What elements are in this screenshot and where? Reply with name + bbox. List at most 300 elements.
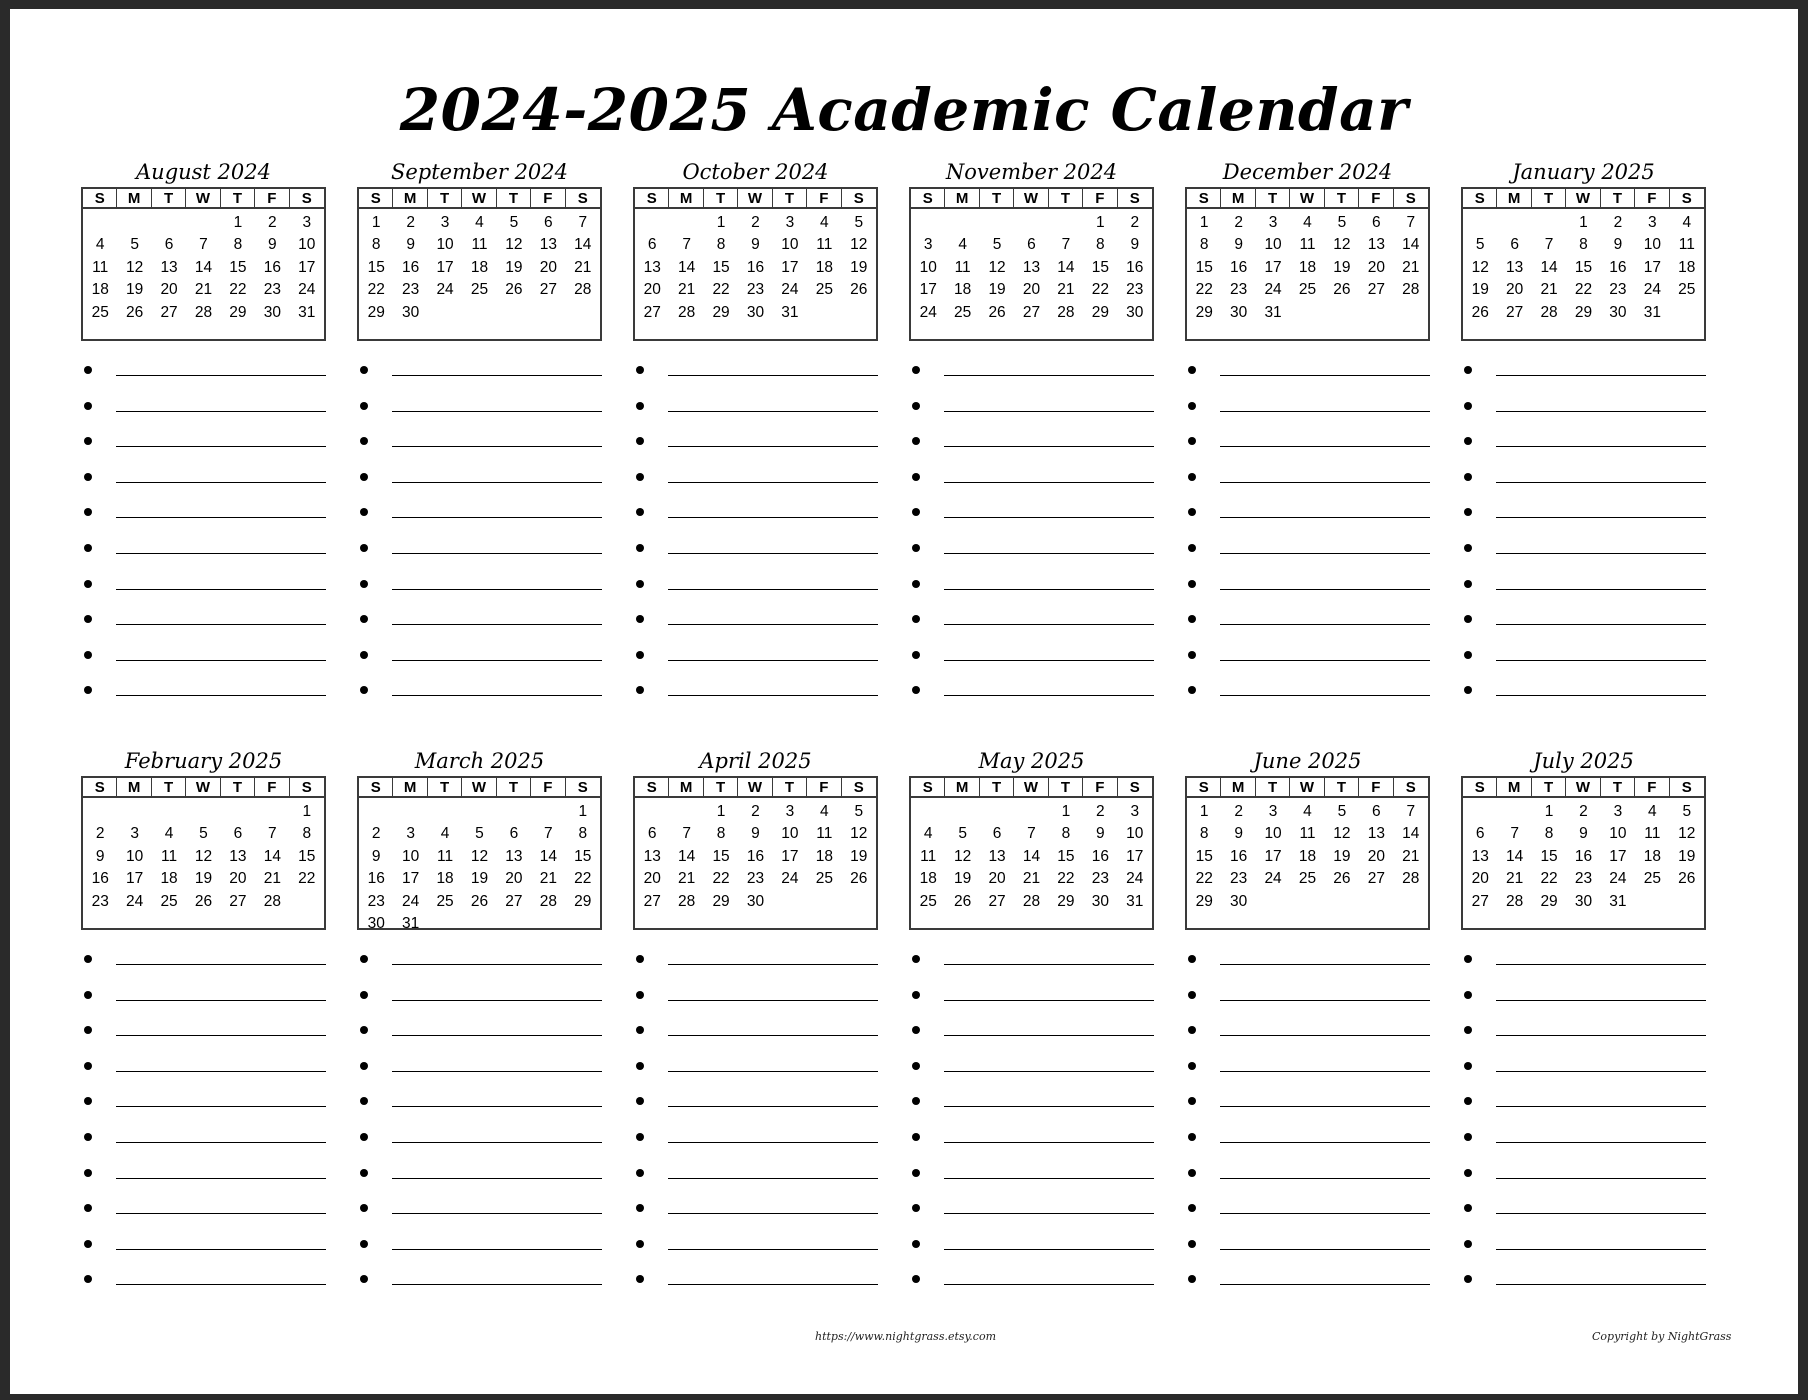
day-cell: 18 — [1678, 258, 1696, 276]
day-cell: 20 — [988, 870, 1006, 887]
day-cell: 25 — [436, 892, 454, 910]
weekday-header: W — [738, 189, 772, 209]
day-cell: 4 — [95, 236, 105, 253]
day-cell: 27 — [539, 281, 557, 298]
day-cell: 24 — [298, 281, 316, 298]
note-row — [81, 676, 326, 712]
note-row — [1185, 498, 1430, 534]
note-line — [116, 553, 326, 554]
day-cell: 12 — [988, 258, 1006, 276]
day-cell: 3 — [1613, 802, 1623, 820]
day-cell: 19 — [850, 847, 868, 865]
weekday-header: S — [566, 778, 600, 798]
weekday-header: F — [1635, 189, 1669, 209]
day-cell: 3 — [1268, 802, 1278, 820]
day-cell: 31 — [781, 303, 799, 321]
day-cell: 26 — [1471, 303, 1489, 321]
note-line — [1220, 660, 1430, 661]
day-cell: 11 — [471, 236, 488, 253]
day-cell: 1 — [1199, 213, 1209, 231]
note-line — [392, 1106, 602, 1107]
note-row — [1461, 427, 1706, 463]
note-line — [668, 482, 878, 483]
note-row — [1461, 945, 1706, 981]
bullet-icon — [1464, 1204, 1472, 1212]
day-cell: 22 — [1540, 870, 1558, 887]
month-day-grid — [359, 778, 600, 936]
note-row — [1461, 605, 1706, 641]
bullet-icon — [360, 1133, 368, 1141]
day-cell: 12 — [194, 847, 213, 865]
weekday-header: F — [531, 189, 565, 209]
note-row — [1461, 356, 1706, 392]
day-cell: 6 — [233, 825, 243, 842]
month-name: June 2025 — [1253, 749, 1362, 773]
bullet-icon — [636, 437, 644, 445]
day-cell: 31 — [402, 915, 420, 932]
bullet-icon — [360, 1204, 368, 1212]
day-cell: 2 — [268, 213, 277, 231]
bullet-icon — [912, 955, 920, 963]
day-cell: 9 — [1613, 236, 1623, 253]
note-line — [1496, 1284, 1706, 1285]
day-cell: 19 — [1333, 847, 1351, 865]
note-row — [1185, 392, 1430, 428]
day-cell: 28 — [539, 892, 557, 910]
note-line — [668, 660, 878, 661]
day-cell: 24 — [1264, 281, 1282, 298]
day-cell: 2 — [751, 802, 760, 820]
month-day-grid — [1187, 778, 1428, 913]
day-cell: 5 — [1475, 236, 1485, 253]
note-row — [1185, 1123, 1430, 1159]
day-empty — [1497, 801, 1531, 824]
day-cell: 12 — [850, 825, 868, 842]
day-cell: 18 — [815, 847, 833, 865]
day-cell: 24 — [126, 892, 144, 910]
note-line — [392, 517, 602, 518]
note-row — [81, 945, 326, 981]
day-cell: 27 — [1367, 870, 1385, 887]
bullet-icon — [1464, 955, 1472, 963]
day-cell: 7 — [1510, 825, 1519, 842]
day-cell: 28 — [574, 281, 592, 298]
month-day-grid — [83, 189, 324, 324]
day-cell: 27 — [643, 892, 661, 910]
bullet-icon — [1188, 508, 1196, 516]
note-line — [1220, 1284, 1430, 1285]
bullet-icon — [1188, 651, 1196, 659]
day-cell: 14 — [574, 236, 592, 253]
note-line — [116, 446, 326, 447]
day-cell: 21 — [574, 258, 592, 276]
day-cell: 12 — [470, 847, 489, 865]
weekday-header: M — [669, 778, 703, 798]
day-cell: 12 — [1333, 825, 1351, 842]
day-cell: 15 — [1574, 258, 1593, 276]
weekday-header: T — [1325, 778, 1359, 798]
day-cell: 20 — [229, 870, 247, 887]
note-row — [357, 981, 602, 1017]
day-cell: 2 — [1096, 802, 1105, 820]
note-row — [1461, 1194, 1706, 1230]
day-cell: 19 — [1333, 258, 1351, 276]
weekday-header: M — [1497, 778, 1531, 798]
day-cell: 24 — [1609, 870, 1627, 887]
bullet-icon — [636, 580, 644, 588]
weekday-header: S — [1394, 189, 1428, 209]
bullet-icon — [1188, 1062, 1196, 1070]
day-cell: 29 — [1091, 303, 1109, 321]
weekday-header: M — [945, 189, 979, 209]
day-cell: 9 — [371, 847, 381, 865]
day-cell: 1 — [716, 213, 726, 231]
day-cell: 28 — [1022, 892, 1041, 910]
note-line — [1220, 411, 1430, 412]
bullet-icon — [1188, 1204, 1196, 1212]
month-9 — [909, 744, 1154, 930]
day-cell: 15 — [712, 258, 730, 276]
note-line — [392, 1213, 602, 1214]
day-cell: 26 — [954, 892, 972, 910]
note-row — [909, 1087, 1154, 1123]
note-row — [1185, 1016, 1430, 1052]
day-cell: 30 — [746, 892, 765, 910]
day-cell: 2 — [406, 213, 415, 231]
day-cell: 14 — [1402, 825, 1420, 842]
day-cell: 30 — [1574, 892, 1593, 910]
day-cell: 10 — [436, 236, 454, 253]
day-cell: 22 — [1574, 281, 1593, 298]
day-cell: 6 — [544, 213, 553, 231]
note-line — [392, 375, 602, 376]
note-row — [909, 1016, 1154, 1052]
day-cell: 28 — [1402, 870, 1420, 887]
weekday-header: S — [1670, 189, 1704, 209]
day-cell: 14 — [263, 847, 281, 865]
bullet-icon — [84, 651, 92, 659]
day-cell: 22 — [1057, 870, 1075, 887]
note-line — [116, 411, 326, 412]
bullet-icon — [912, 1204, 920, 1212]
day-cell: 29 — [712, 892, 730, 910]
day-empty — [83, 212, 117, 235]
note-row — [633, 534, 878, 570]
day-cell: 12 — [1471, 258, 1489, 276]
day-cell: 5 — [130, 236, 139, 253]
day-cell: 7 — [682, 236, 691, 253]
day-cell: 29 — [712, 303, 730, 321]
day-cell: 8 — [716, 236, 726, 253]
note-line — [392, 1178, 602, 1179]
note-row — [1185, 534, 1430, 570]
note-row — [909, 1230, 1154, 1266]
day-cell: 11 — [161, 847, 178, 865]
day-empty — [428, 801, 462, 824]
note-row — [1185, 945, 1430, 981]
note-line — [668, 446, 878, 447]
note-line — [392, 446, 602, 447]
bullet-icon — [636, 1169, 644, 1177]
weekday-header: T — [221, 778, 255, 798]
month-4 — [1185, 155, 1430, 341]
day-cell: 9 — [1234, 236, 1243, 253]
note-row — [1185, 463, 1430, 499]
bullet-icon — [360, 686, 368, 694]
note-line — [668, 1178, 878, 1179]
month-name: October 2024 — [682, 160, 829, 184]
weekday-header: W — [1290, 778, 1324, 798]
note-row — [633, 1159, 878, 1195]
bullet-icon — [636, 991, 644, 999]
note-row — [1185, 676, 1430, 712]
day-cell: 9 — [95, 847, 105, 865]
day-cell: 6 — [1372, 213, 1381, 231]
bullet-icon — [1188, 1097, 1196, 1105]
weekday-header: T — [1532, 778, 1566, 798]
bullet-icon — [84, 615, 92, 623]
day-cell: 8 — [1199, 825, 1209, 842]
note-row — [1461, 1087, 1706, 1123]
day-cell: 3 — [785, 802, 795, 820]
weekday-header: T — [980, 189, 1014, 209]
note-line — [668, 589, 878, 590]
day-cell: 10 — [1126, 825, 1144, 842]
bullet-icon — [84, 1097, 92, 1105]
day-cell: 4 — [820, 802, 829, 820]
day-cell: 7 — [1061, 236, 1071, 253]
day-cell: 18 — [919, 870, 937, 887]
note-line — [668, 375, 878, 376]
weekday-header: M — [1221, 778, 1255, 798]
day-cell: 20 — [643, 870, 661, 887]
bullet-icon — [636, 366, 644, 374]
day-cell: 30 — [1091, 892, 1109, 910]
day-cell: 10 — [1643, 236, 1661, 253]
month-name: March 2025 — [414, 749, 545, 773]
bullet-icon — [84, 580, 92, 588]
day-cell: 14 — [1022, 847, 1041, 865]
month-calendar-box — [1461, 187, 1706, 341]
weekday-header: W — [1566, 189, 1600, 209]
weekday-header: S — [1394, 778, 1428, 798]
note-row — [81, 498, 326, 534]
note-line — [668, 1142, 878, 1143]
day-cell: 17 — [919, 281, 937, 298]
weekday-header: F — [1359, 778, 1393, 798]
day-cell: 23 — [263, 281, 281, 298]
day-empty — [911, 212, 945, 235]
day-cell: 17 — [781, 258, 799, 276]
note-line — [668, 553, 878, 554]
note-row — [1461, 1052, 1706, 1088]
day-cell: 8 — [1579, 236, 1588, 253]
day-cell: 11 — [1299, 236, 1316, 253]
day-empty — [1463, 212, 1497, 235]
day-cell: 1 — [1579, 213, 1588, 231]
bullet-icon — [360, 1275, 368, 1283]
day-cell: 8 — [1061, 825, 1071, 842]
day-cell: 14 — [194, 258, 213, 276]
bullet-icon — [636, 1026, 644, 1034]
day-cell: 1 — [716, 802, 726, 820]
day-cell: 6 — [647, 825, 657, 842]
weekday-header: F — [807, 778, 841, 798]
day-cell: 13 — [505, 847, 523, 865]
day-cell: 5 — [1682, 802, 1692, 820]
bullet-icon — [636, 473, 644, 481]
weekday-header: T — [1256, 778, 1290, 798]
day-cell: 10 — [1264, 236, 1282, 253]
bullet-icon — [1188, 473, 1196, 481]
day-empty — [1463, 801, 1497, 824]
weekday-header: S — [1187, 189, 1221, 209]
day-cell: 14 — [1057, 258, 1075, 276]
day-cell: 27 — [988, 892, 1006, 910]
day-empty — [152, 801, 186, 824]
footer-url: https://www.nightgrass.etsy.com — [815, 1330, 997, 1343]
bullet-icon — [84, 366, 92, 374]
month-day-grid — [1463, 778, 1704, 913]
day-cell: 11 — [816, 825, 833, 842]
bullet-icon — [84, 402, 92, 410]
day-cell: 15 — [367, 258, 385, 276]
bullet-icon — [912, 580, 920, 588]
day-cell: 10 — [402, 847, 420, 865]
note-row — [909, 641, 1154, 677]
note-line — [116, 1000, 326, 1001]
day-cell: 18 — [91, 281, 109, 298]
weekday-header: W — [1290, 189, 1324, 209]
day-cell: 4 — [1648, 802, 1657, 820]
day-cell: 26 — [194, 892, 213, 910]
weekday-header: F — [1083, 189, 1117, 209]
note-line — [1220, 553, 1430, 554]
day-cell: 28 — [678, 303, 696, 321]
day-cell: 28 — [1506, 892, 1524, 910]
note-line — [1496, 1249, 1706, 1250]
weekday-header: S — [290, 778, 324, 798]
bullet-icon — [360, 508, 368, 516]
bullet-icon — [636, 686, 644, 694]
note-line — [116, 1213, 326, 1214]
day-cell: 11 — [1678, 236, 1695, 253]
day-cell: 11 — [92, 258, 109, 276]
day-cell: 15 — [1057, 847, 1075, 865]
note-row — [1461, 570, 1706, 606]
day-cell: 24 — [402, 892, 420, 910]
note-row — [357, 1016, 602, 1052]
day-cell: 17 — [126, 870, 144, 887]
note-line — [944, 1035, 1154, 1036]
day-cell: 27 — [229, 892, 247, 910]
day-cell: 11 — [816, 236, 833, 253]
note-line — [944, 517, 1154, 518]
day-cell: 5 — [509, 213, 519, 231]
day-cell: 21 — [194, 281, 213, 298]
day-cell: 24 — [781, 870, 799, 887]
note-line — [1220, 1249, 1430, 1250]
note-row — [81, 570, 326, 606]
weekday-header: S — [635, 778, 669, 798]
day-cell: 13 — [539, 236, 557, 253]
note-row — [633, 498, 878, 534]
month-day-grid — [1463, 189, 1704, 324]
note-line — [944, 1000, 1154, 1001]
day-cell: 19 — [954, 870, 972, 887]
day-cell: 9 — [1130, 236, 1140, 253]
weekday-header: S — [1187, 778, 1221, 798]
day-cell: 10 — [1264, 825, 1282, 842]
bullet-icon — [1188, 686, 1196, 694]
bullet-icon — [1464, 402, 1472, 410]
day-cell: 21 — [263, 870, 281, 887]
note-line — [116, 695, 326, 696]
bullet-icon — [1464, 1133, 1472, 1141]
weekday-header: S — [359, 189, 393, 209]
note-row — [81, 356, 326, 392]
note-row — [909, 392, 1154, 428]
note-row — [357, 1123, 602, 1159]
bullet-icon — [84, 544, 92, 552]
day-cell: 1 — [302, 802, 312, 820]
bullet-icon — [1188, 544, 1196, 552]
day-cell: 18 — [436, 870, 454, 887]
note-line — [1496, 1106, 1706, 1107]
day-empty — [255, 801, 289, 824]
bullet-icon — [360, 1240, 368, 1248]
note-line — [392, 482, 602, 483]
bullet-icon — [360, 991, 368, 999]
day-cell: 20 — [160, 281, 178, 298]
day-cell: 6 — [1027, 236, 1036, 253]
day-cell: 1 — [1096, 213, 1105, 231]
note-line — [668, 1284, 878, 1285]
bullet-icon — [912, 686, 920, 694]
weekday-header: M — [117, 189, 151, 209]
day-cell: 13 — [1506, 258, 1524, 276]
footer-copyright: Copyright by NightGrass — [1592, 1330, 1732, 1343]
month-name: August 2024 — [136, 160, 271, 184]
weekday-header: S — [911, 189, 945, 209]
bullet-icon — [912, 402, 920, 410]
day-cell: 17 — [1264, 847, 1282, 865]
day-empty — [462, 801, 496, 824]
note-line — [1496, 1178, 1706, 1179]
day-cell: 2 — [1579, 802, 1588, 820]
bullet-icon — [1464, 686, 1472, 694]
day-cell: 10 — [919, 258, 937, 276]
note-row — [1461, 1265, 1706, 1301]
note-row — [81, 1194, 326, 1230]
note-line — [1496, 446, 1706, 447]
weekday-header: W — [186, 189, 220, 209]
day-cell: 23 — [402, 281, 420, 298]
note-line — [944, 589, 1154, 590]
day-cell: 19 — [1471, 281, 1489, 298]
weekday-header: S — [1118, 189, 1152, 209]
weekday-header: T — [428, 189, 462, 209]
day-cell: 18 — [160, 870, 178, 887]
day-cell: 6 — [164, 236, 174, 253]
day-cell: 3 — [406, 825, 415, 842]
day-cell: 16 — [263, 258, 281, 276]
day-cell: 2 — [371, 825, 381, 842]
note-row — [1185, 1159, 1430, 1195]
note-line — [944, 1071, 1154, 1072]
note-line — [1220, 1178, 1430, 1179]
bullet-icon — [84, 1062, 92, 1070]
